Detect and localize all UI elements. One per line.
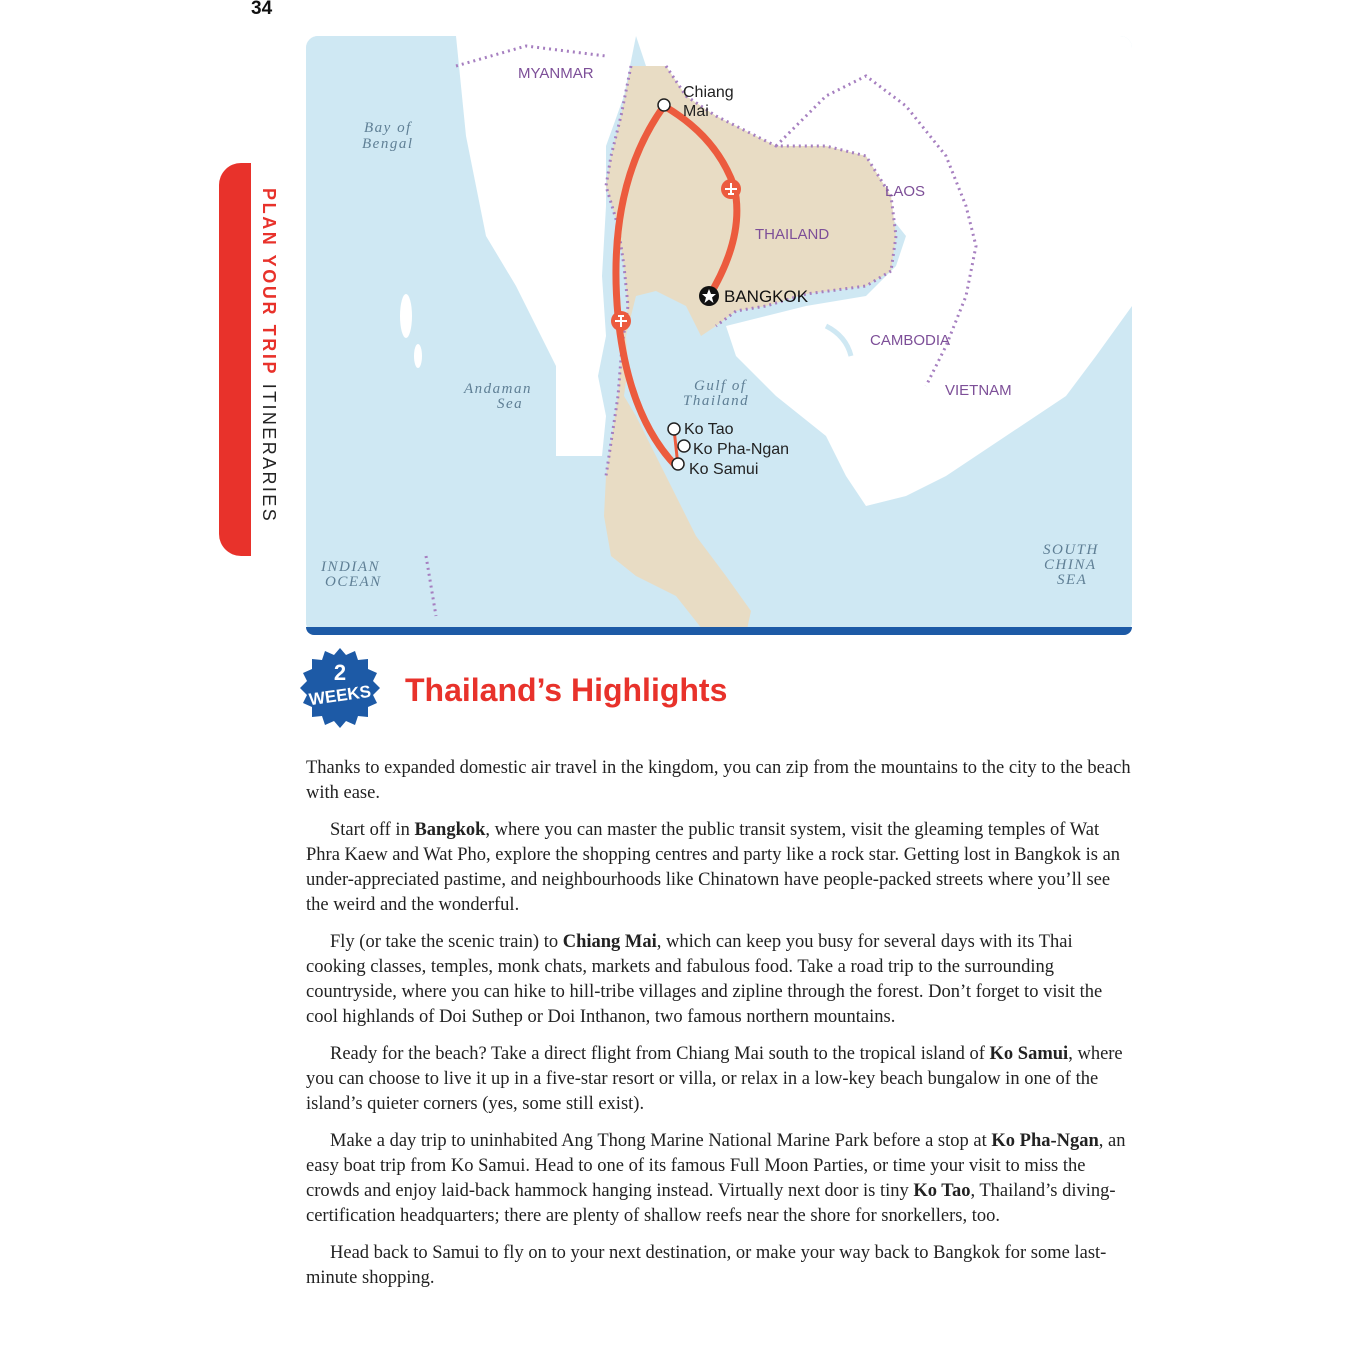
ko-pha-ngan-marker — [678, 440, 690, 452]
place-ko-pha-ngan: Ko Pha-Ngan — [991, 1131, 1099, 1151]
sea-label-gulf-1: Gulf of — [694, 378, 747, 394]
country-label-cambodia: CAMBODIA — [870, 332, 951, 349]
subsection-title: ITINERARIES — [259, 383, 279, 524]
sea-label-south-china-2: CHINA — [1044, 557, 1097, 573]
paragraph: Fly (or take the scenic train) to Chiang Mai, which can keep you busy for several days with its Thai cooking classes, temples, monk chats, markets and fabulous food. Take a road trip to the surrounding countryside, where you can hike to hill-tribe villages and zipline through the forest. Don’t forget to visit the cool highlands of Doi Suthep or Doi Inthanon, two famous northern mountains. — [306, 932, 1103, 1027]
sea-label-andaman-2: Sea — [497, 396, 524, 412]
badge-unit: WEEKS — [307, 681, 373, 710]
paragraph: Head back to Samui to fly on to your next destination, or make your way back to Bangkok for some last-minute shopping. — [306, 1243, 1107, 1288]
paragraph: Start off in Bangkok, where you can master the public transit system, visit the gleaming temples of Wat Phra Kaew and Wat Pho, explore the shopping centres and party like a rock star. Getting lost in Bangkok is an under-appreciated pastime, and neighbourhoods like Chinatown have people-packed streets where you’ll see the weird and the wonderful. — [306, 820, 1121, 915]
paragraph: Make a day trip to uninhabited Ang Thong Marine National Marine Park before a stop at Ko Pha-Ngan, an easy boat trip from Ko Samui. Head to one of its famous Full Moon Parties, or time your visit to miss the crowds and enjoy laid-back hammock hanging instead. Virtually next door is tiny Ko Tao, Thailand’s diving-certification headquarters; there are plenty of shallow reefs near the shore for snorkellers, too. — [306, 1131, 1126, 1226]
plane-icon — [611, 311, 631, 331]
sea-label-indian-2: OCEAN — [325, 574, 382, 590]
paragraph: Thanks to expanded domestic air travel in the kingdom, you can zip from the mountains to the city to the beach with ease. — [306, 758, 1131, 803]
capital-star-icon — [699, 286, 719, 306]
country-label-myanmar: MYANMAR — [518, 65, 594, 82]
place-label-ko-pha-ngan: Ko Pha-Ngan — [693, 441, 790, 458]
place-label-ko-samui: Ko Samui — [689, 461, 759, 478]
plane-icon — [721, 179, 741, 199]
itinerary-title: Thailand’s Highlights — [405, 672, 728, 708]
place-ko-tao: Ko Tao — [913, 1181, 971, 1201]
badge-number: 2 — [333, 660, 347, 685]
place-chiang-mai: Chiang Mai — [562, 932, 657, 952]
ko-samui-marker — [672, 458, 684, 470]
paragraph: Ready for the beach? Take a direct flight from Chiang Mai south to the tropical island of Ko Samui, where you can choose to live it up in a five-star resort or villa, or relax in a low-key beach bungalow in one of the island’s quieter corners (yes, some still exist). — [306, 1044, 1123, 1114]
country-label-thailand: THAILAND — [755, 226, 830, 243]
place-ko-samui: Ko Samui — [989, 1044, 1069, 1064]
sea-label-south-china-3: SEA — [1057, 572, 1088, 588]
sea-label-south-china-1: SOUTH — [1043, 542, 1099, 558]
page-number: 34 — [251, 0, 273, 19]
section-tab — [219, 163, 251, 556]
chiang-mai-marker — [658, 99, 670, 111]
itinerary-body — [306, 756, 1136, 1303]
ko-tao-marker — [668, 423, 680, 435]
sea-label-andaman-1: Andaman — [464, 381, 532, 397]
place-label-ko-tao: Ko Tao — [684, 421, 734, 438]
place-label-chiang-mai-1: Chiang — [683, 84, 734, 101]
country-label-laos: LAOS — [885, 183, 926, 200]
sea-label-indian-1: INDIAN — [321, 559, 380, 575]
country-label-vietnam: VIETNAM — [945, 382, 1012, 399]
sea-label-bay-of-bengal-1: Bay of — [364, 120, 412, 136]
duration-badge — [296, 646, 384, 734]
place-label-chiang-mai-2: Mai — [683, 103, 709, 120]
sea-label-gulf-2: Thailand — [683, 393, 750, 409]
section-label — [258, 188, 288, 524]
map-bottom-bar — [306, 627, 1132, 635]
section-title: PLAN YOUR TRIP — [259, 188, 279, 377]
itinerary-map — [306, 36, 1132, 634]
place-label-bangkok: BANGKOK — [724, 287, 809, 306]
sea-label-bay-of-bengal-2: Bengal — [362, 136, 414, 152]
place-bangkok: Bangkok — [414, 820, 486, 840]
